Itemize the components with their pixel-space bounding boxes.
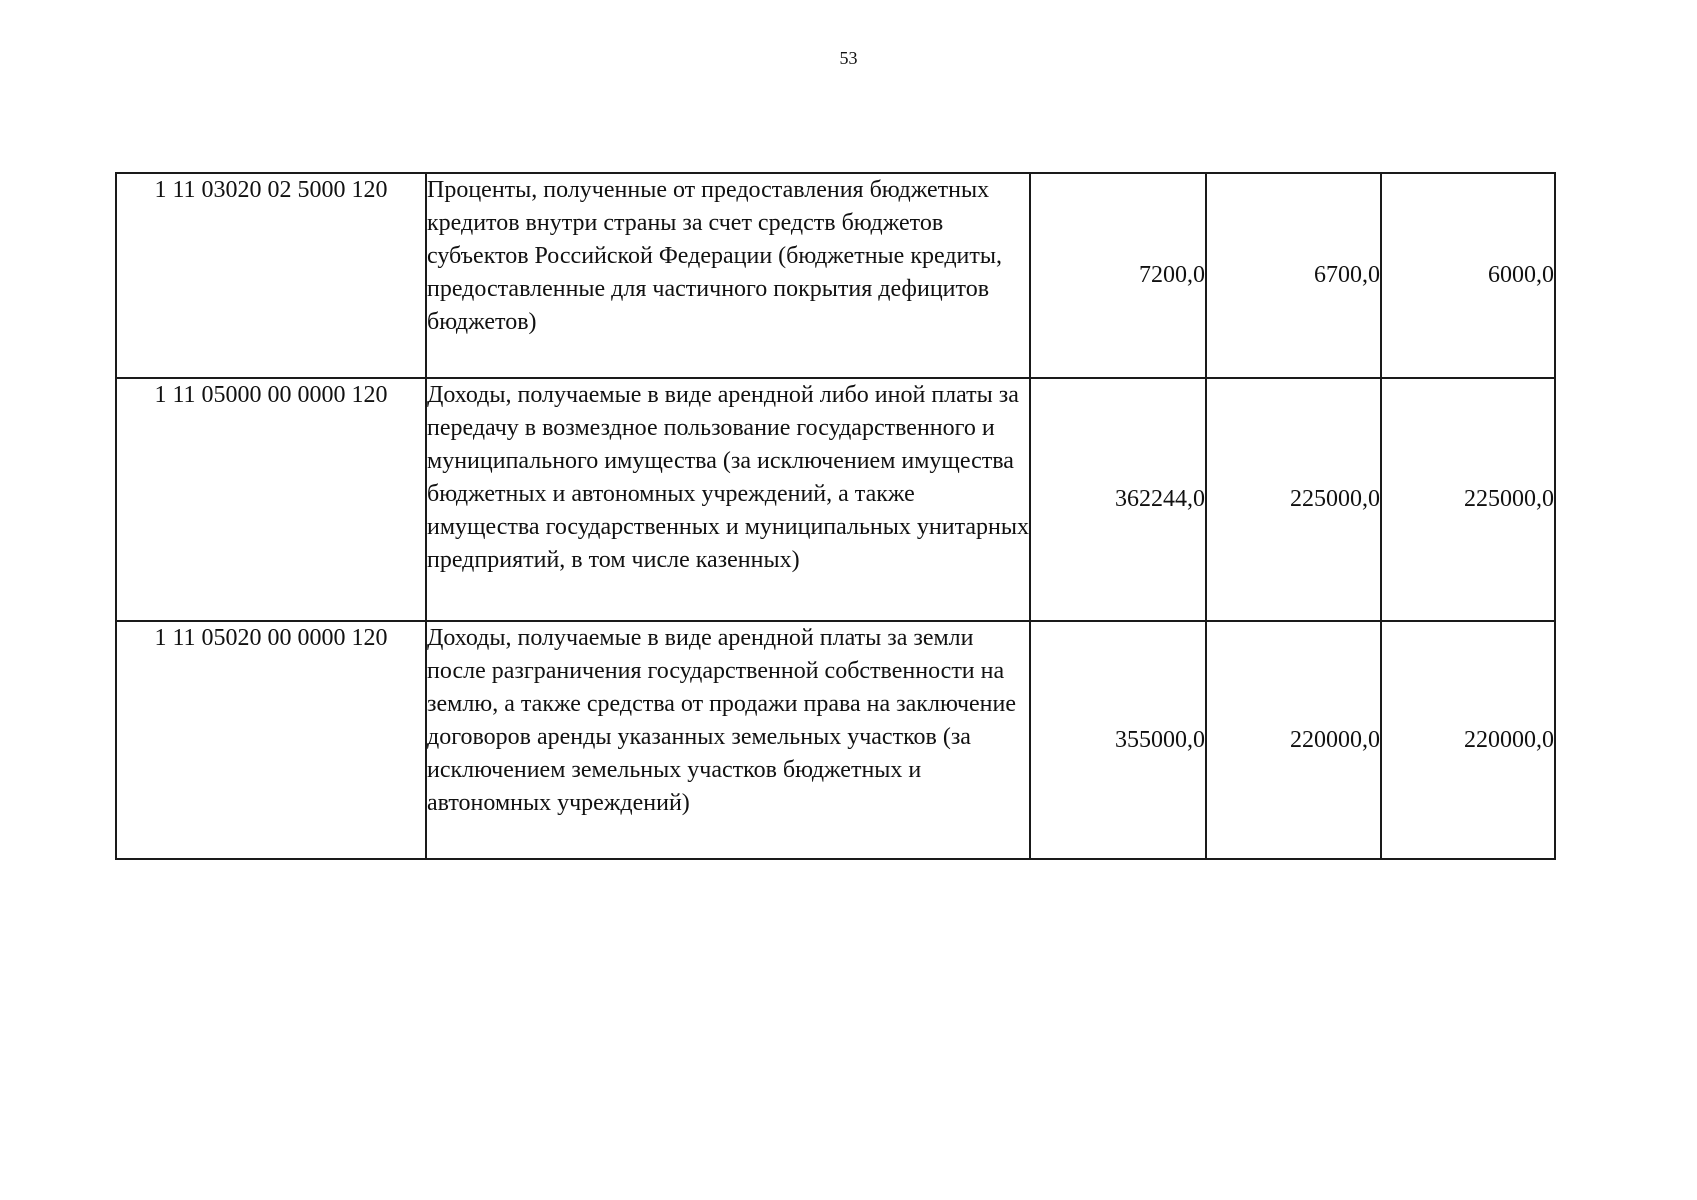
revenue-table bbox=[115, 172, 1556, 860]
budget-code-cell: 1 11 05020 00 0000 120 bbox=[116, 621, 426, 859]
value-cell-1: 7200,0 bbox=[1030, 173, 1206, 378]
value-cell-1: 362244,0 bbox=[1030, 378, 1206, 621]
value-cell-2: 225000,0 bbox=[1206, 378, 1381, 621]
table-row bbox=[116, 378, 1555, 621]
description-cell: Проценты, полученные от предоставления бюджетных кредитов внутри страны за счет средств бюджетов субъектов Российской Федерации (бюджетные кредиты, предоставленные для частичного покрытия дефицитов бюджетов) bbox=[426, 173, 1030, 378]
description-cell: Доходы, получаемые в виде арендной либо иной платы за передачу в возмездное пользование государственного и муниципального имущества (за исключением имущества бюджетных и автономных учреждений, а также имущества государственных и муниципальных унитарных предприятий, в том числе казенных) bbox=[426, 378, 1030, 621]
page-number: 53 bbox=[839, 48, 858, 68]
budget-code-cell: 1 11 05000 00 0000 120 bbox=[116, 378, 426, 621]
value-cell-3: 225000,0 bbox=[1381, 378, 1555, 621]
budget-code-cell: 1 11 03020 02 5000 120 bbox=[116, 173, 426, 378]
value-cell-3: 6000,0 bbox=[1381, 173, 1555, 378]
description-cell: Доходы, получаемые в виде арендной платы за земли после разграничения государственной собственности на землю, а также средства от продажи права на заключение договоров аренды указанных земельных участков (за исключением земельных участков бюджетных и автономных учреждений) bbox=[426, 621, 1030, 859]
value-cell-2: 6700,0 bbox=[1206, 173, 1381, 378]
table-row bbox=[116, 621, 1555, 859]
value-cell-2: 220000,0 bbox=[1206, 621, 1381, 859]
value-cell-1: 355000,0 bbox=[1030, 621, 1206, 859]
value-cell-3: 220000,0 bbox=[1381, 621, 1555, 859]
table-row bbox=[116, 173, 1555, 378]
